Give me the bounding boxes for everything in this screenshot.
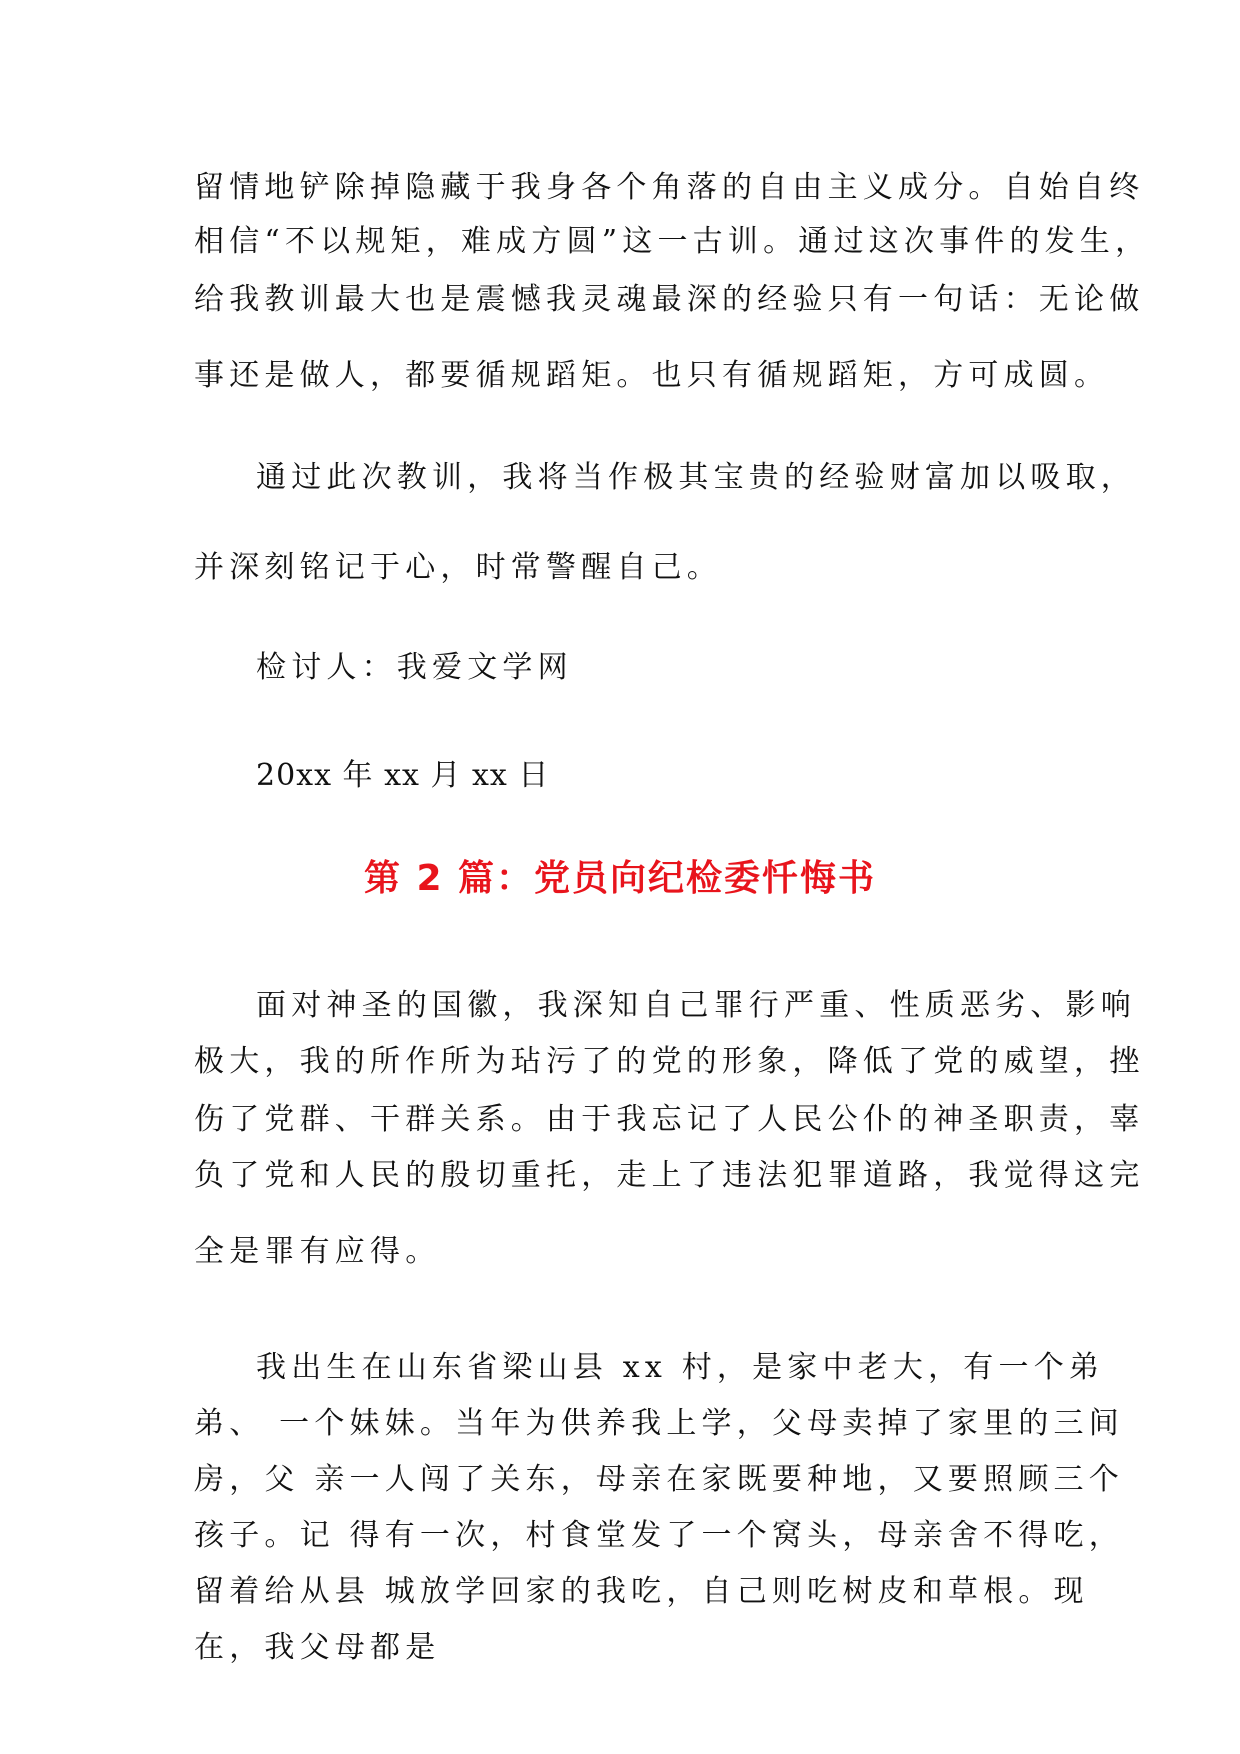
body-line: 相信“不以规矩，难成方圆”这一古训。通过这次事件的发生， (194, 224, 1151, 259)
body-line: 弟、 一个妹妹。当年为供养我上学，父母卖掉了家里的三间 (194, 1406, 1124, 1441)
date-line: 20xx 年 xx 月 xx 日 (256, 758, 550, 793)
body-line: 孩子。记 得有一次，村食堂发了一个窝头，母亲舍不得吃， (194, 1518, 1124, 1553)
body-line: 伤了党群、干群关系。由于我忘记了人民公仆的神圣职责，辜 (194, 1102, 1145, 1137)
body-line: 事还是做人，都要循规蹈矩。也只有循规蹈矩，方可成圆。 (194, 358, 1110, 393)
body-line: 房，父 亲一人闯了关东，母亲在家既要种地，又要照顾三个 (194, 1462, 1124, 1497)
body-line: 给我教训最大也是震憾我灵魂最深的经验只有一句话：无论做 (194, 282, 1145, 317)
body-line: 我出生在山东省梁山县 xx 村，是家中老大，有一个弟 (256, 1350, 1105, 1385)
body-line: 全是罪有应得。 (194, 1234, 441, 1269)
body-line: 并深刻铭记于心，时常警醒自己。 (194, 550, 722, 585)
body-line: 留情地铲除掉隐藏于我身各个角落的自由主义成分。自始自终 (194, 170, 1145, 205)
body-line: 负了党和人民的殷切重托，走上了违法犯罪道路，我觉得这完 (194, 1158, 1145, 1193)
body-line: 在，我父母都是 (194, 1630, 441, 1665)
body-line: 通过此次教训，我将当作极其宝贵的经验财富加以吸取， (256, 460, 1136, 495)
body-line: 极大，我的所作所为玷污了的党的形象，降低了党的威望，挫 (194, 1044, 1145, 1079)
body-line: 留着给从县 城放学回家的我吃，自己则吃树皮和草根。现 (194, 1574, 1089, 1609)
body-line: 面对神圣的国徽，我深知自己罪行严重、性质恶劣、影响 (256, 988, 1136, 1023)
chapter-title: 第 2 篇：党员向纪检委忏悔书 (363, 858, 877, 899)
signature-line: 检讨人：我爱文学网 (256, 650, 573, 685)
